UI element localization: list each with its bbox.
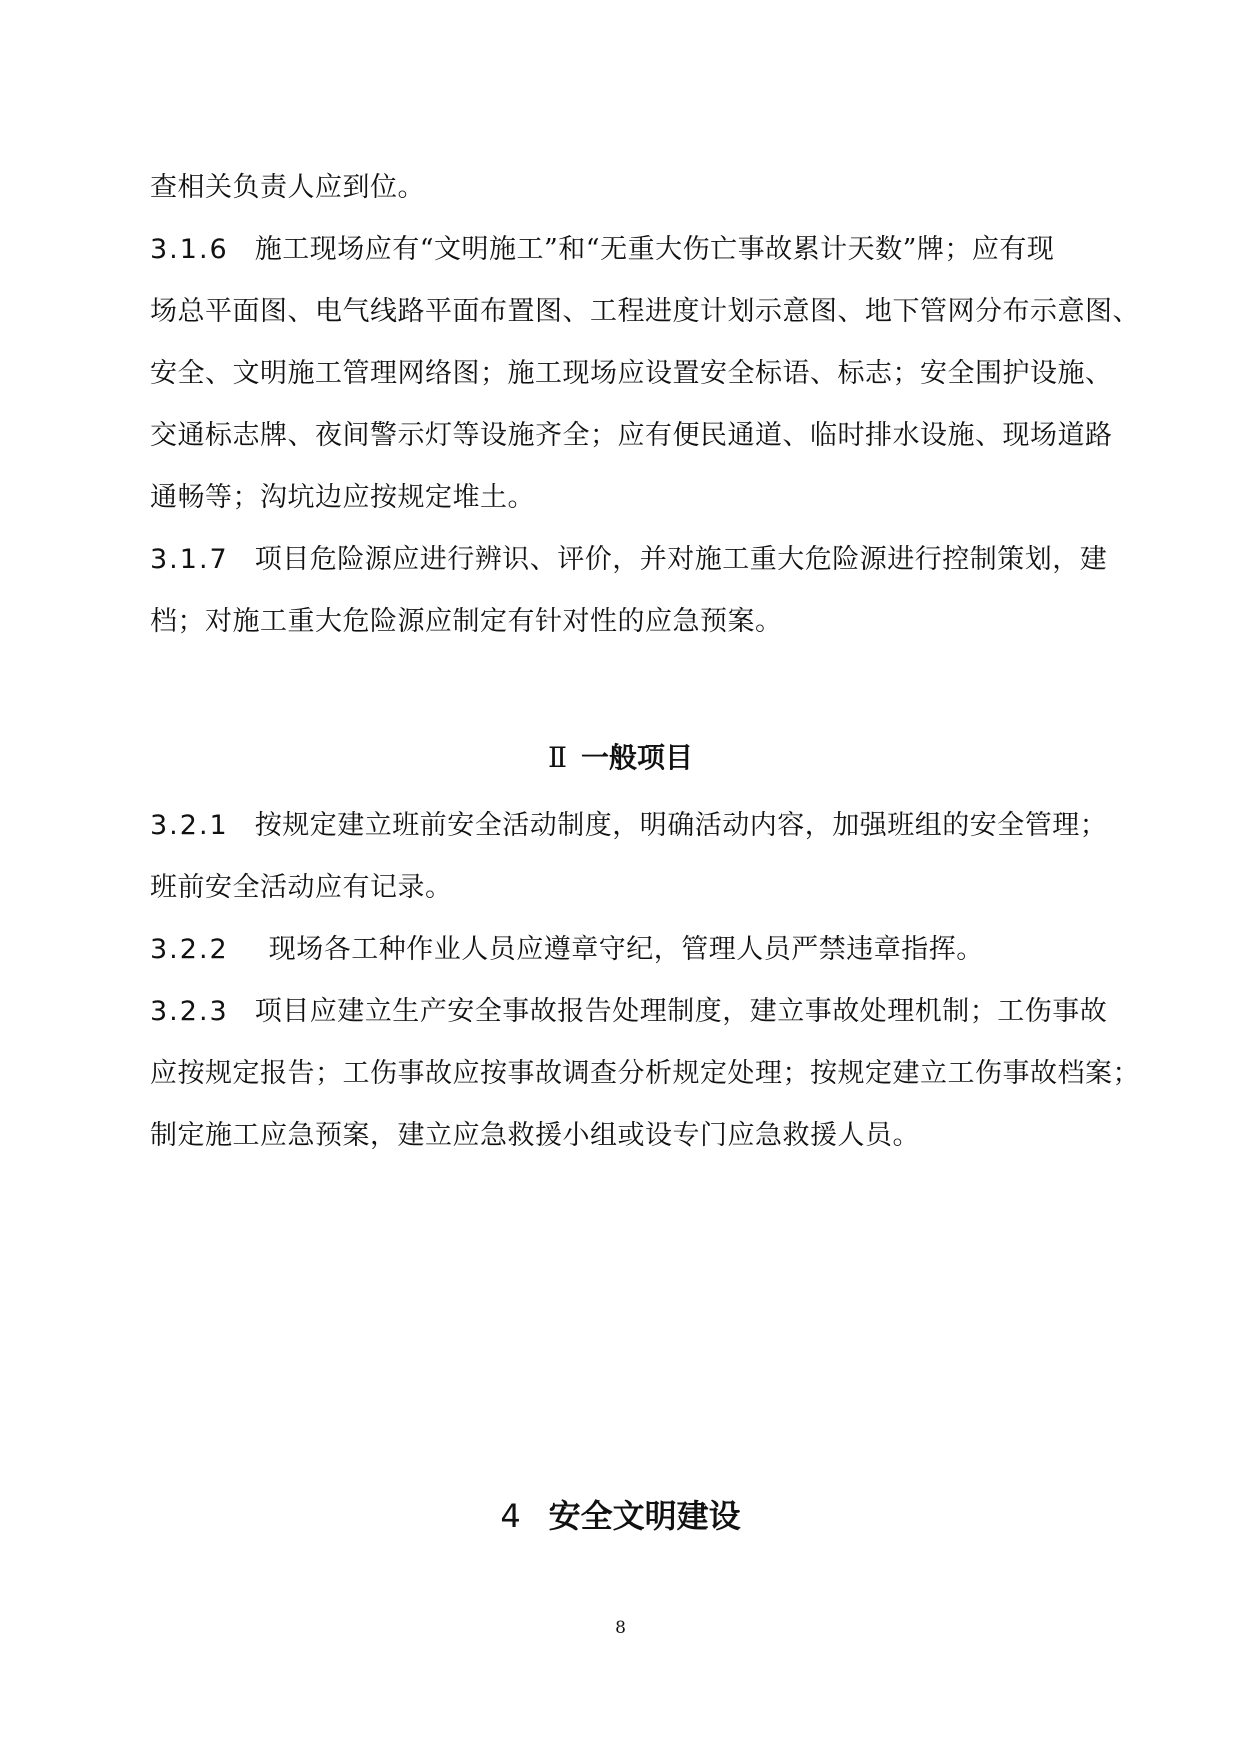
paragraph-line [150,418,1113,454]
paragraph-line [150,1118,920,1154]
chapter-heading [0,1496,1241,1536]
line-text: 应按规定报告；工伤事故应按事故调查分析规定处理；按规定建立工伤事故档案； [150,1058,1140,1089]
line-text: 通畅等；沟坑边应按规定堆土。 [150,482,535,513]
clause-number: 3.2.1 [150,810,229,841]
line-text: 安全、文明施工管理网络图；施工现场应设置安全标语、标志；安全围护设施、 [150,358,1113,389]
clause-number: 3.2.2 [150,934,229,965]
paragraph-line [150,170,425,206]
line-text: 项目危险源应进行辨识、评价，并对施工重大危险源进行控制策划，建 [254,544,1108,575]
clause-number: 3.2.3 [150,996,229,1027]
line-text: 查相关负责人应到位。 [150,172,425,203]
line-text: 现场各工种作业人员应遵章守纪，管理人员严禁违章指挥。 [268,934,984,965]
section-title: 一般项目 [581,741,694,774]
paragraph-line [150,480,535,516]
line-text: 项目应建立生产安全事故报告处理制度，建立事故处理机制；工伤事故 [254,996,1108,1027]
line-text: 施工现场应有“文明施工”和“无重大伤亡事故累计天数”牌；应有现 [254,234,1055,265]
line-text: 班前安全活动应有记录。 [150,872,453,903]
clause-number: 3.1.6 [150,234,229,265]
line-text: 场总平面图、电气线路平面布置图、工程进度计划示意图、地下管网分布示意图、 [150,296,1140,327]
line-text: 交通标志牌、夜间警示灯等设施齐全；应有便民通道、临时排水设施、现场道路 [150,420,1113,451]
paragraph-line [150,1056,1140,1092]
line-text: 按规定建立班前安全活动制度，明确活动内容，加强班组的安全管理； [254,810,1108,841]
clause-3-1-6 [150,232,1054,268]
paragraph-line [150,356,1113,392]
clause-3-1-7 [150,542,1107,578]
clause-3-2-2 [150,932,984,968]
paragraph-line [150,870,453,906]
chapter-number: 4 [500,1497,521,1535]
clause-3-2-3 [150,994,1107,1030]
line-text: 制定施工应急预案，建立应急救援小组或设专门应急救援人员。 [150,1120,920,1151]
section-heading [0,740,1241,776]
section-roman-numeral: Ⅱ [547,741,567,774]
paragraph-line [150,604,783,640]
clause-3-2-1 [150,808,1107,844]
paragraph-line [150,294,1140,330]
line-text: 档；对施工重大危险源应制定有针对性的应急预案。 [150,606,783,637]
page-number: 8 [615,1618,626,1638]
clause-number: 3.1.7 [150,544,229,575]
chapter-title: 安全文明建设 [548,1497,741,1535]
